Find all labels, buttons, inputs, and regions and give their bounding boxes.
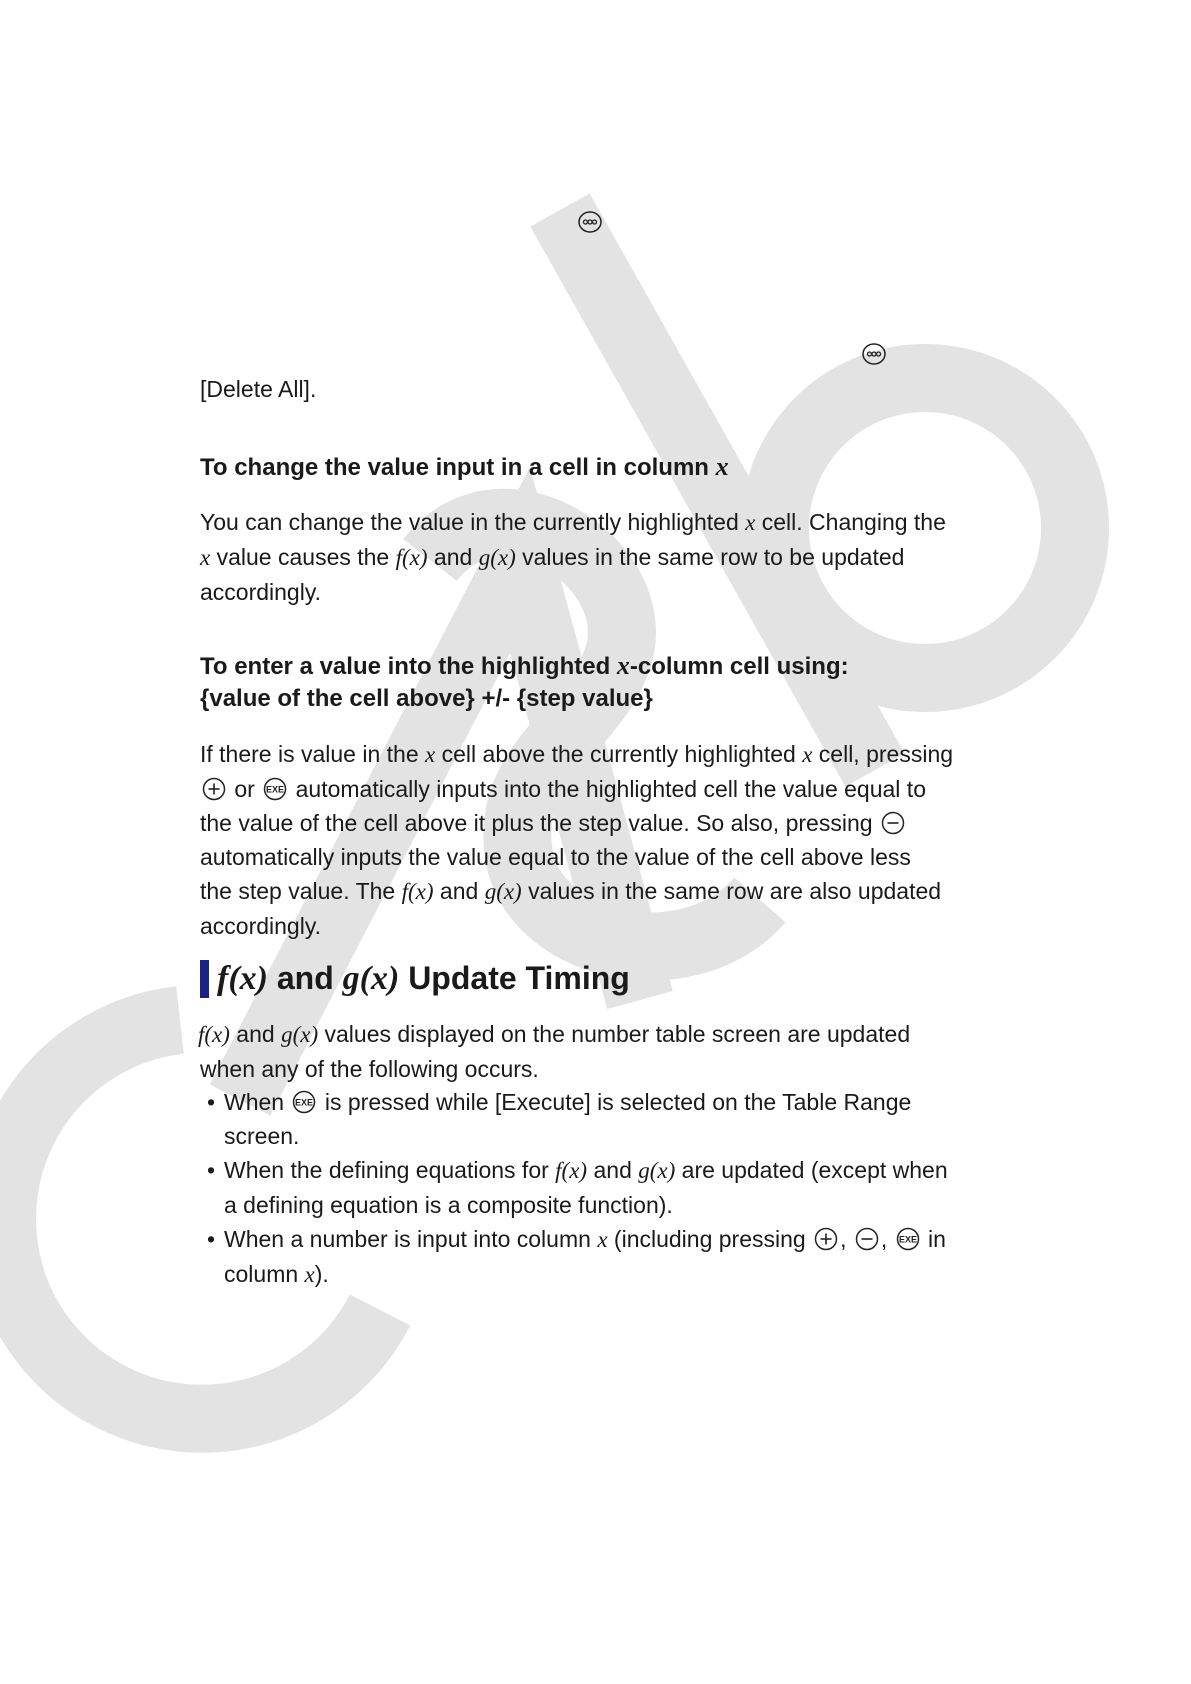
svg-text:EXE: EXE	[295, 1097, 314, 1108]
paragraph-line: f(x) and g(x) values displayed on the number table screen are updated	[198, 1021, 911, 1047]
svg-text:EXE: EXE	[266, 784, 285, 795]
change-x-heading: To change the value input in a cell in column x	[200, 452, 729, 481]
step-heading: To enter a value into the highlighted x-column cell using: {value of the cell above} +/- {step value}	[200, 651, 849, 712]
timing-intro	[198, 1017, 1018, 1086]
svg-text:EXE: EXE	[898, 1234, 917, 1245]
exe-key-icon	[896, 1227, 920, 1251]
change-x-paragraph	[200, 505, 1000, 609]
paragraph-line: x value causes the f(x) and g(x) values in the same row to be updated	[200, 544, 905, 570]
paragraph-line: or EXE automatically inputs into the highlighted cell the value equal to	[200, 772, 1020, 806]
options-key-icon	[578, 210, 602, 234]
paragraph-line: accordingly.	[200, 913, 322, 939]
exe-key-icon	[292, 1090, 316, 1114]
list-item: • When the defining equations for f(x) and g(x) are updated (except when a defining equation is a composite function).	[200, 1153, 1020, 1222]
paragraph-line: the step value. The f(x) and g(x) values in the same row are also updated	[200, 878, 942, 904]
timing-bullet-list	[200, 1085, 1020, 1292]
paragraph-line: automatically inputs the value equal to the value of the cell above less	[200, 844, 911, 870]
delete-all-text: [Delete All].	[200, 376, 317, 402]
paragraph-line: the value of the cell above it plus the step value. So also, pressing	[200, 806, 1020, 840]
options-key-icon	[862, 342, 886, 366]
step-paragraph	[200, 737, 1020, 943]
paragraph-line: If there is value in the x cell above the currently highlighted x cell, pressing	[200, 741, 954, 767]
plus-key-icon	[202, 777, 226, 801]
paragraph-line: when any of the following occurs.	[200, 1056, 539, 1082]
exe-key-icon	[263, 777, 287, 801]
paragraph-line: You can change the value in the currently highlighted x cell. Changing the	[200, 509, 946, 535]
section-marker-bar	[200, 960, 209, 998]
minus-key-icon	[855, 1227, 879, 1251]
list-item: • When a number is input into column x (including pressing , , EXE in column x).	[200, 1222, 1020, 1292]
plus-key-icon	[814, 1227, 838, 1251]
paragraph-line: accordingly.	[200, 579, 322, 605]
timing-section-heading	[200, 958, 630, 999]
timing-title: f(x) and g(x) Update Timing	[217, 960, 630, 997]
minus-key-icon	[881, 811, 905, 835]
list-item: • When EXE is pressed while [Execute] is selected on the Table Range screen.	[200, 1085, 1020, 1153]
